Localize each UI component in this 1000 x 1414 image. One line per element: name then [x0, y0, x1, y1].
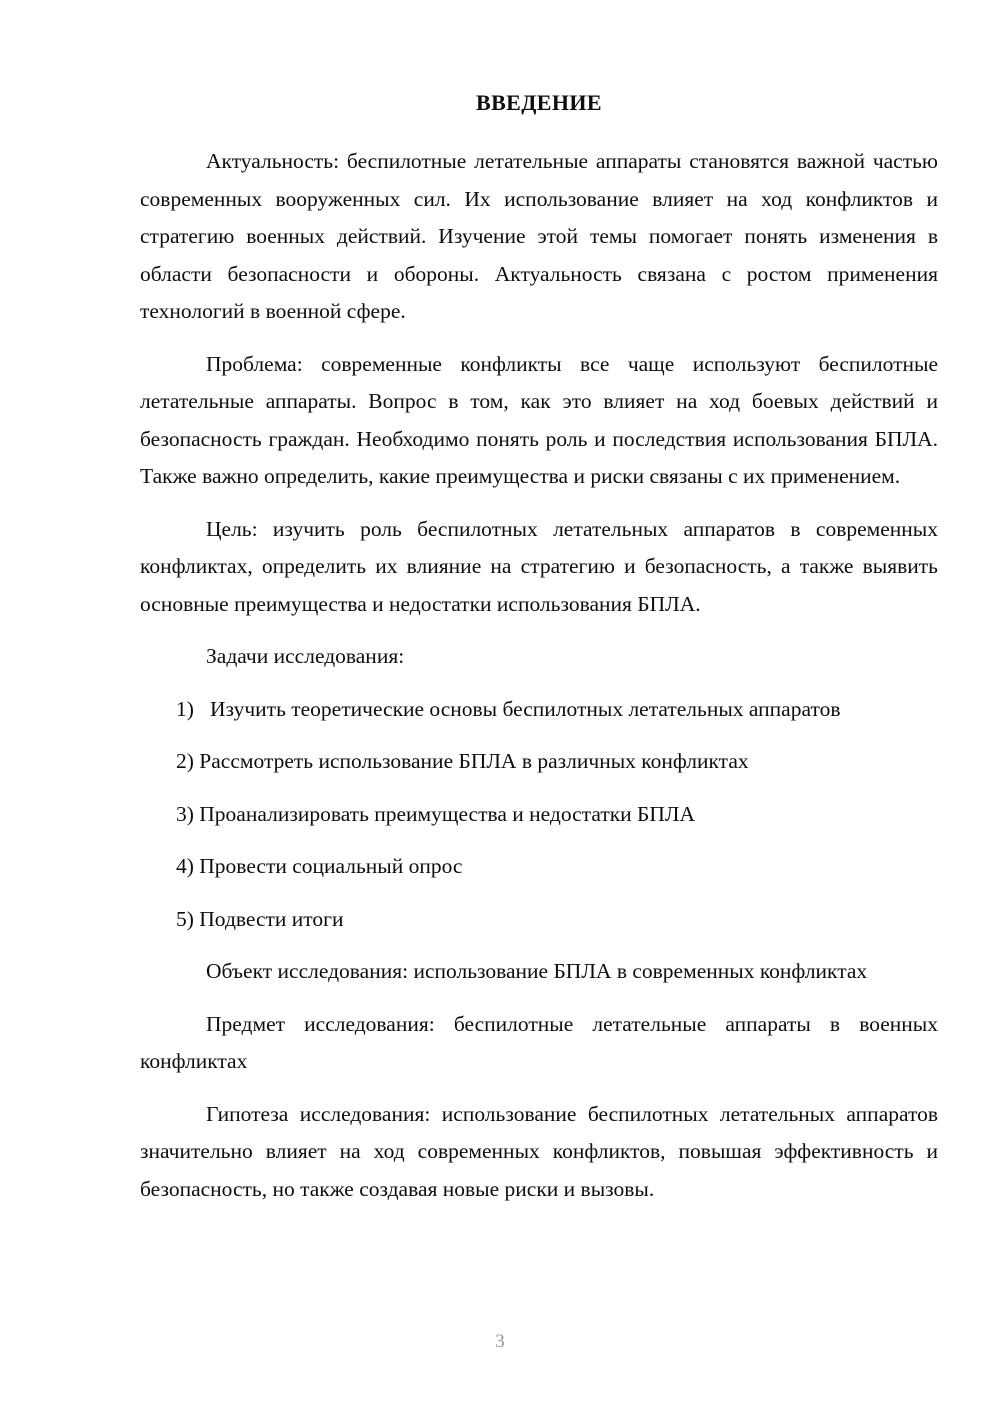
- tasks-heading: Задачи исследования:: [206, 644, 405, 668]
- list-item: 1) Изучить теоретические основы беспилотных летательных аппаратов: [176, 696, 841, 721]
- paragraph-subject: Предмет исследования: беспилотные летательные аппараты в военных конфликтах: [140, 1011, 938, 1073]
- page-content: [140, 88, 938, 1223]
- list-item: 5) Подвести итоги: [176, 906, 344, 931]
- paragraph-hypothesis: Гипотеза исследования: использование беспилотных летательных аппаратов значительно влияет на ход современных конфликтов, повышая эффективность и безопасность, но также создавая новые риски и вызовы.: [140, 1101, 938, 1201]
- tasks-list: [140, 691, 938, 939]
- paragraph-object: Объект исследования: использование БПЛА в современных конфликтах: [206, 959, 868, 983]
- list-item: 3) Проанализировать преимущества и недостатки БПЛА: [176, 801, 696, 826]
- page-title: ВВЕДЕНИЕ: [476, 90, 602, 115]
- page-number: 3: [495, 1331, 505, 1352]
- list-item: 2) Рассмотреть использование БПЛА в различных конфликтах: [176, 749, 749, 773]
- paragraph-goal: Цель: изучить роль беспилотных летательных аппаратов в современных конфликтах, определить их влияние на стратегию и безопасность, а также выявить основные преимущества и недостатки использования БПЛА.: [140, 516, 938, 616]
- list-item: 4) Провести социальный опрос: [176, 854, 463, 878]
- paragraph-problem: Проблема: современные конфликты все чаще используют беспилотные летательные аппараты. Вопрос в том, как это влияет на ход боевых действий и безопасность граждан. Необходимо понять роль и последствия использования БПЛА. Также важно определить, какие преимущества и риски связаны с их применением.: [140, 351, 938, 488]
- paragraph-relevance: Актуальность: беспилотные летательные аппараты становятся важной частью современных вооруженных сил. Их использование влияет на ход конфликтов и стратегию военных действий. Изучение этой темы помогает понять изменения в области безопасности и обороны. Актуальность связана с ростом применения технологий в военной сфере.: [140, 149, 938, 323]
